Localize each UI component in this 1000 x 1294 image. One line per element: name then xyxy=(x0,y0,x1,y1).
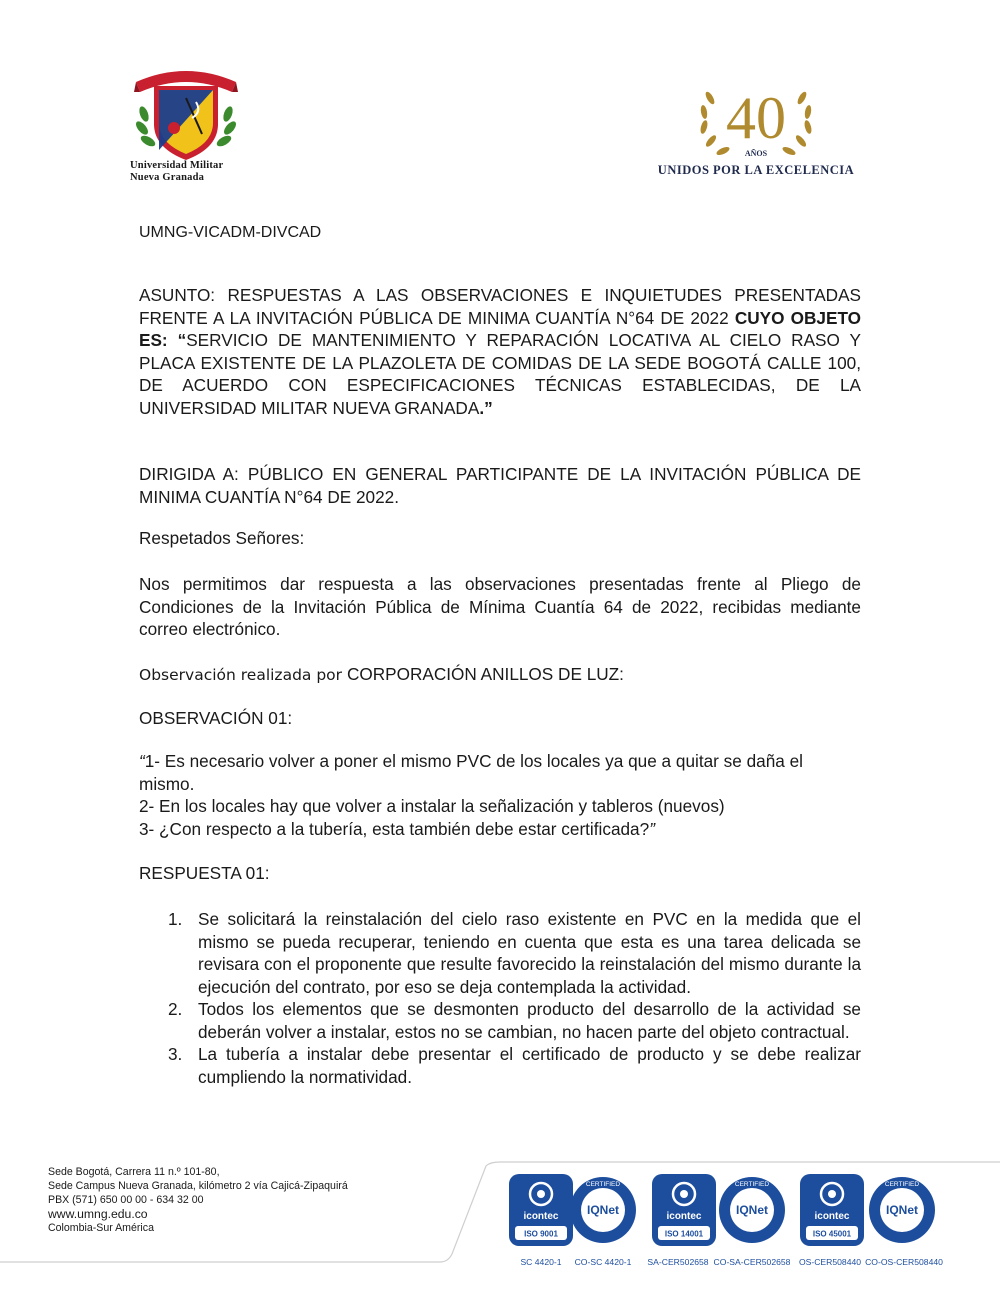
footer-address xyxy=(48,1165,348,1235)
cert-code: CO-SA-CER502658 xyxy=(713,1257,791,1267)
response-item xyxy=(139,1043,861,1088)
response-list xyxy=(139,908,861,1088)
response-text: Se solicitará la reinstalación del cielo raso existente en PVC en la medida que el mismo se pueda recuperar, teniendo en cuenta que esta es una tarea delicada se revisara con el proponente que resulte favorecido la reinstalación del mismo durante la ejecución del contrato, por eso se deja contemplada la actividad. xyxy=(198,909,861,997)
subject-lead: ASUNTO: RESPUESTAS A LAS OBSERVACIONES E INQUIETUDES PRESENTADAS FRENTE A LA INVITACIÓN PÚBLICA DE MINIMA CUANTÍA N°64 DE 2022 xyxy=(139,285,861,328)
icontec-iso-45001-icon xyxy=(796,1170,868,1250)
document-reference: UMNG-VICADM-DIVCAD xyxy=(139,224,322,241)
quote-open: “ xyxy=(139,751,145,771)
forty-number: 40 xyxy=(726,85,786,151)
response-text: La tubería a instalar debe presentar el certificado de producto y se debe realizar cumpliendo la normatividad. xyxy=(198,1044,861,1087)
region-line: Colombia-Sur América xyxy=(48,1222,154,1234)
response-title: RESPUESTA 01: xyxy=(139,863,270,883)
svg-text:IQNet: IQNet xyxy=(885,1203,919,1217)
phone-line: PBX (571) 650 00 00 - 634 32 00 xyxy=(48,1194,204,1206)
observation-by-name: CORPORACIÓN ANILLOS DE LUZ: xyxy=(346,664,624,684)
cert-code: SC 4420-1 xyxy=(520,1257,562,1267)
laurel-wreath-icon xyxy=(694,82,818,162)
website-link[interactable]: www.umng.edu.co xyxy=(48,1207,148,1221)
university-name-line1: Universidad Militar xyxy=(130,160,224,171)
svg-text:IQNet: IQNet xyxy=(735,1203,769,1217)
cert-code: CO-SC 4420-1 xyxy=(574,1257,632,1267)
subject-paragraph xyxy=(139,284,861,419)
observation-line-2: 2- En los locales hay que volver a instalar la señalización y tableros (nuevos) xyxy=(139,796,725,816)
observation-quote xyxy=(139,750,861,840)
response-number: 3. xyxy=(168,1044,183,1064)
observation-author xyxy=(139,663,861,687)
svg-text:icontec: icontec xyxy=(814,1211,850,1222)
iqnet-certified-icon xyxy=(716,1170,788,1250)
svg-text:CERTIFIED: CERTIFIED xyxy=(585,1181,621,1188)
svg-text:ISO 45001: ISO 45001 xyxy=(812,1229,852,1239)
svg-text:icontec: icontec xyxy=(666,1211,702,1222)
cert-code: CO-OS-CER508440 xyxy=(865,1257,943,1267)
addressed-to: DIRIGIDA A: PÚBLICO EN GENERAL PARTICIPANTE DE LA INVITACIÓN PÚBLICA DE MINIMA CUANTÍA N°64 DE 2022. xyxy=(139,464,861,507)
iqnet-certified-icon xyxy=(567,1170,639,1250)
subject-bold-label: CUYO OBJETO ES: “ xyxy=(139,307,862,350)
umng-shield-icon xyxy=(130,62,242,162)
quote-close: ” xyxy=(649,818,655,839)
forty-years-logo xyxy=(648,82,864,182)
intro-paragraph: Nos permitimos dar respuesta a las observaciones presentadas frente al Pliego de Condiciones de la Invitación Pública de Mínima Cuantía 64 de 2022, recibidas mediante correo electrónico. xyxy=(139,574,861,639)
salutation: Respetados Señores: xyxy=(139,528,305,548)
observation-line-1: “1- Es necesario volver a poner el mismo PVC de los locales ya que a quitar se daña el mismo. xyxy=(139,751,803,794)
iqnet-certified-icon xyxy=(866,1170,938,1250)
cert-code: SA-CER502658 xyxy=(647,1257,709,1267)
response-item xyxy=(139,998,861,1043)
umng-logo xyxy=(130,62,242,190)
slogan: UNIDOS POR LA EXCELENCIA xyxy=(657,163,855,177)
address-line-2: Sede Campus Nueva Granada, kilómetro 2 vía Cajicá-Zipaquirá xyxy=(48,1180,348,1192)
observation-line-3: 3- ¿Con respecto a la tubería, esta también debe estar certificada?” xyxy=(139,818,655,839)
icontec-iso-14001-icon xyxy=(648,1170,720,1250)
observation-title: OBSERVACIÓN 01: xyxy=(139,708,293,728)
svg-text:icontec: icontec xyxy=(523,1211,559,1222)
university-name-line2: Nueva Granada xyxy=(130,172,205,183)
cert-code: OS-CER508440 xyxy=(798,1257,862,1267)
response-item xyxy=(139,908,861,998)
svg-text:ISO 9001: ISO 9001 xyxy=(524,1229,558,1239)
response-number: 1. xyxy=(168,909,183,929)
subject-object: SERVICIO DE MANTENIMIENTO Y REPARACIÓN LOCATIVA AL CIELO RASO Y PLACA EXISTENTE DE LA PLAZOLETA DE COMIDAS DE LA SEDE BOGOTÁ CALLE 100, DE ACUERDO CON ESPECIFICACIONES TÉCNICAS ESTABLECIDAS, DE LA UNIVERSIDAD MILITAR NUEVA GRANADA xyxy=(139,330,861,418)
svg-text:CERTIFIED: CERTIFIED xyxy=(734,1181,770,1188)
observation-by-label: Observación realizada por xyxy=(139,666,347,684)
response-number: 2. xyxy=(168,999,183,1019)
response-text: Todos los elementos que se desmonten producto del desarrollo de la actividad se deberán volver a instalar, estos no se cambian, no hacen parte del objeto contractual. xyxy=(198,999,861,1042)
svg-text:IQNet: IQNet xyxy=(586,1203,620,1217)
subject-closing: .” xyxy=(479,397,493,418)
anios-label: AÑOS xyxy=(744,149,768,158)
svg-text:ISO 14001: ISO 14001 xyxy=(664,1229,704,1239)
svg-text:CERTIFIED: CERTIFIED xyxy=(884,1181,920,1188)
address-line-1: Sede Bogotá, Carrera 11 n.º 101-80, xyxy=(48,1166,220,1178)
